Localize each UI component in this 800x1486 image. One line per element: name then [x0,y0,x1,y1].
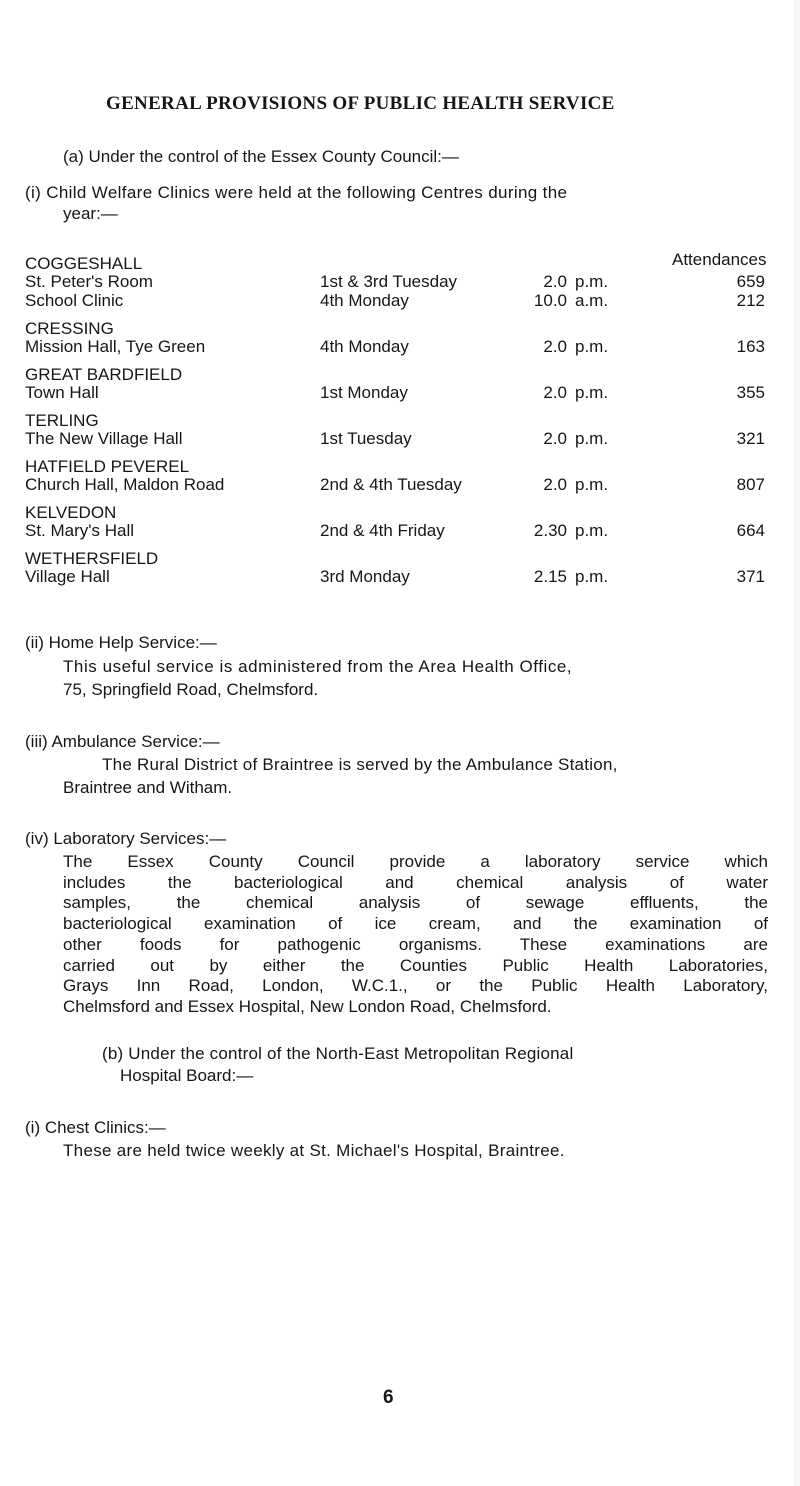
clinic-ampm: a.m. [575,291,609,310]
clinic-location: Town Hall [25,383,99,402]
clinic-time: 2.0 [543,429,567,448]
page-number: 6 [383,1387,394,1408]
item-iv-text-line: Chelmsford and Essex Hospital, New London Road, Chelmsford. [63,996,552,1016]
chest-clinics-heading: (i) Chest Clinics:— [25,1118,166,1137]
page-title: GENERAL PROVISIONS OF PUBLIC HEALTH SERVICE [106,93,615,114]
clinic-time: 2.0 [543,383,567,402]
clinic-location: The New Village Hall [25,429,183,448]
clinic-attendances: 212 [736,291,765,310]
item-iii-text-line: The Rural District of Braintree is served by the Ambulance Station, [102,755,618,774]
item-iv-text-line: samples, the chemical analysis of sewage effluents, the [63,893,768,913]
clinic-location: St. Peter's Room [25,272,153,291]
item-iv-heading: (iv) Laboratory Services:— [25,829,227,848]
clinic-day: 2nd & 4th Tuesday [320,475,462,494]
centre-town-name: WETHERSFIELD [25,549,159,568]
clinic-attendances: 807 [736,475,765,494]
centre-town-name: CRESSING [25,319,114,338]
item-i-heading: (i) Child Welfare Clinics were held at the following Centres during the [25,183,568,202]
clinic-location: School Clinic [25,291,124,310]
item-ii-text-line: This useful service is administered from the Area Health Office, [63,657,573,676]
clinic-attendances: 664 [736,521,765,540]
attendances-column-header: Attendances [672,250,767,269]
clinic-location: Church Hall, Maldon Road [25,475,225,494]
clinic-attendances: 371 [736,567,765,586]
clinic-location: St. Mary's Hall [25,521,135,540]
table-row [0,567,800,588]
clinic-time: 2.0 [543,475,567,494]
item-iv-text-line: includes the bacteriological and chemical analysis of water [63,872,768,892]
table-row [0,383,800,404]
clinic-day: 1st Tuesday [320,429,412,448]
clinic-attendances: 355 [736,383,765,402]
chest-clinics-text: These are held twice weekly at St. Michael's Hospital, Braintree. [63,1141,565,1160]
item-ii-heading: (ii) Home Help Service:— [25,633,217,652]
clinic-time: 2.0 [543,337,567,356]
item-iv-text-line: bacteriological examination of ice cream, and the examination of [63,914,768,934]
clinic-day: 1st Monday [320,383,408,402]
table-row [0,272,800,293]
table-row [0,521,800,542]
section-b-heading-cont: Hospital Board:— [120,1066,254,1085]
item-iii-text-line: Braintree and Witham. [63,778,233,797]
clinic-ampm: p.m. [575,475,609,494]
item-iii-heading: (iii) Ambulance Service:— [25,732,220,751]
table-row [0,475,800,496]
clinic-location: Mission Hall, Tye Green [25,337,206,356]
centre-town-name: HATFIELD PEVEREL [25,457,190,476]
clinic-time: 2.30 [533,521,567,540]
clinic-attendances: 321 [736,429,765,448]
clinic-ampm: p.m. [575,337,609,356]
clinic-time: 2.15 [533,567,567,586]
section-b-heading: (b) Under the control of the North-East Metropolitan Regional [102,1044,574,1063]
clinic-day: 2nd & 4th Friday [320,521,445,540]
centre-town-name: TERLING [25,411,99,430]
centre-town-name: GREAT BARDFIELD [25,365,183,384]
clinic-time: 2.0 [543,272,567,291]
clinic-attendances: 659 [736,272,765,291]
clinic-day: 3rd Monday [320,567,410,586]
item-i-heading-cont: year:— [63,204,118,223]
item-iv-text-line: carried out by either the Counties Public Health Laboratories, [63,955,768,975]
clinic-ampm: p.m. [575,521,609,540]
clinic-attendances: 163 [736,337,765,356]
clinic-ampm: p.m. [575,567,609,586]
clinic-location: Village Hall [25,567,110,586]
table-row [0,291,800,312]
section-a-heading: (a) Under the control of the Essex County Council:— [63,147,459,166]
clinic-day: 4th Monday [320,337,409,356]
table-row [0,337,800,358]
clinic-day: 4th Monday [320,291,409,310]
centre-town-name: COGGESHALL [25,254,143,273]
scan-edge [794,0,800,1486]
centre-town-name: KELVEDON [25,503,117,522]
clinic-ampm: p.m. [575,429,609,448]
clinic-ampm: p.m. [575,272,609,291]
item-iv-text-line: The Essex County Council provide a laboratory service which [63,852,768,871]
clinic-ampm: p.m. [575,383,609,402]
item-iv-text-line: other foods for pathogenic organisms. These examinations are [63,934,768,954]
table-row [0,429,800,450]
item-iv-text-line: Grays Inn Road, London, W.C.1., or the Public Health Laboratory, [63,976,768,996]
clinic-time: 10.0 [533,291,567,310]
item-ii-text-line: 75, Springfield Road, Chelmsford. [63,680,319,699]
clinic-day: 1st & 3rd Tuesday [320,272,458,291]
